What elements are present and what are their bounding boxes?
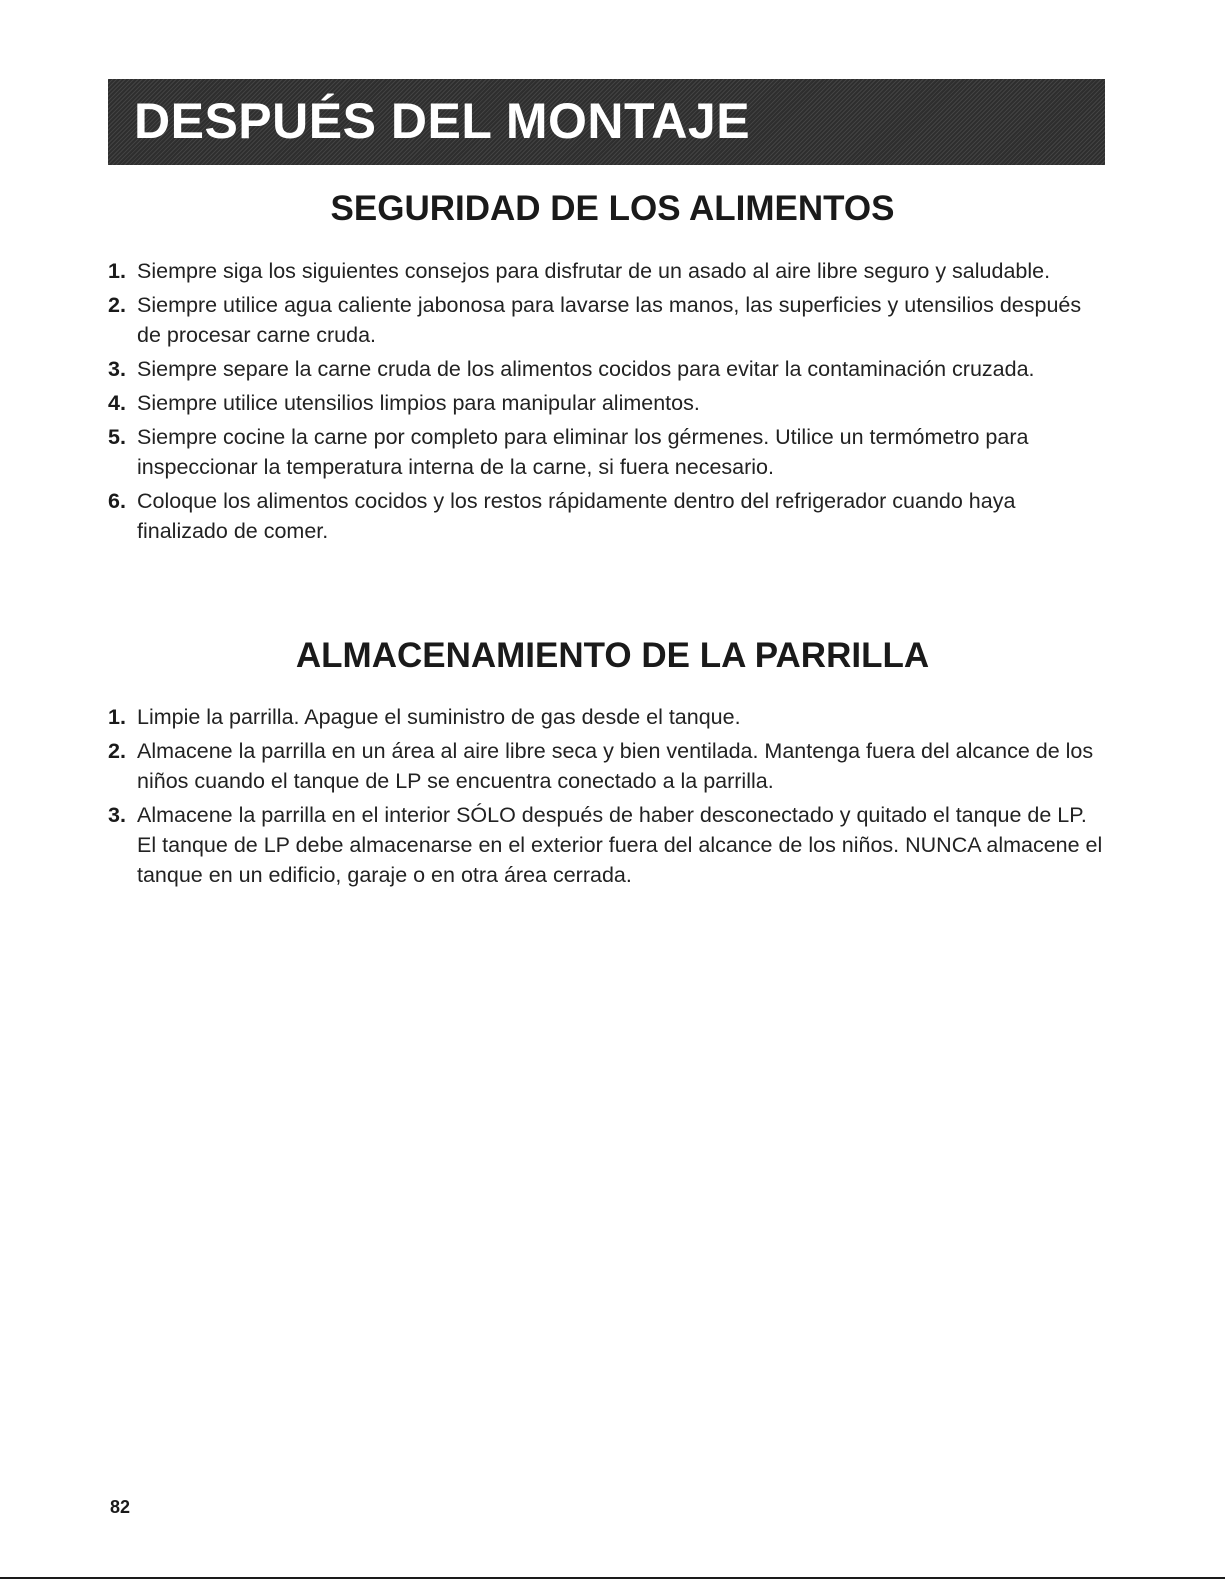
list-item	[108, 290, 1108, 350]
grill-storage-heading: ALMACENAMIENTO DE LA PARRILLA	[295, 636, 930, 675]
item-text: Siempre separe la carne cruda de los alimentos cocidos para evitar la contaminación cruzada.	[137, 357, 1035, 381]
item-number: 1.	[108, 705, 126, 729]
item-text: Limpie la parrilla. Apague el suministro de gas desde el tanque.	[137, 705, 741, 729]
food-safety-heading: SEGURIDAD DE LOS ALIMENTOS	[330, 189, 895, 228]
item-text: Siempre utilice agua caliente jabonosa para lavarse las manos, las superficies y utensilios después de procesar carne cruda.	[137, 293, 1082, 347]
item-number: 2.	[108, 739, 126, 763]
list-item	[108, 388, 1108, 418]
item-number: 4.	[108, 391, 126, 415]
list-item	[108, 736, 1108, 796]
list-item	[108, 354, 1108, 384]
list-item	[108, 486, 1108, 546]
item-number: 6.	[108, 489, 126, 513]
item-text: Almacene la parrilla en el interior SÓLO después de haber desconectado y quitado el tanque de LP. El tanque de LP debe almacenarse en el exterior fuera del alcance de los niños. NUNCA almacene el tanque en un edificio, garaje o en otra área cerrada.	[137, 803, 1103, 887]
list-item	[108, 422, 1108, 482]
section-banner	[108, 79, 1105, 165]
item-text: Siempre cocine la carne por completo para eliminar los gérmenes. Utilice un termómetro para inspeccionar la temperatura interna de la carne, si fuera necesario.	[137, 425, 1029, 479]
food-safety-list	[108, 256, 1108, 550]
page-number: 82	[110, 1497, 131, 1517]
item-text: Coloque los alimentos cocidos y los restos rápidamente dentro del refrigerador cuando haya finalizado de comer.	[137, 489, 1016, 543]
list-item	[108, 256, 1108, 286]
item-number: 3.	[108, 357, 126, 381]
grill-storage-list	[108, 702, 1108, 894]
item-number: 2.	[108, 293, 126, 317]
list-item	[108, 702, 1108, 732]
item-text: Siempre utilice utensilios limpios para manipular alimentos.	[137, 391, 700, 415]
item-number: 5.	[108, 425, 126, 449]
page-bottom-rule	[0, 1577, 1225, 1579]
banner-title: DESPUÉS DEL MONTAJE	[134, 93, 751, 149]
item-text: Almacene la parrilla en un área al aire libre seca y bien ventilada. Mantenga fuera del alcance de los niños cuando el tanque de LP se encuentra conectado a la parrilla.	[137, 739, 1094, 793]
list-item	[108, 800, 1108, 890]
item-number: 1.	[108, 259, 126, 283]
item-number: 3.	[108, 803, 126, 827]
item-text: Siempre siga los siguientes consejos para disfrutar de un asado al aire libre seguro y saludable.	[137, 259, 1051, 283]
